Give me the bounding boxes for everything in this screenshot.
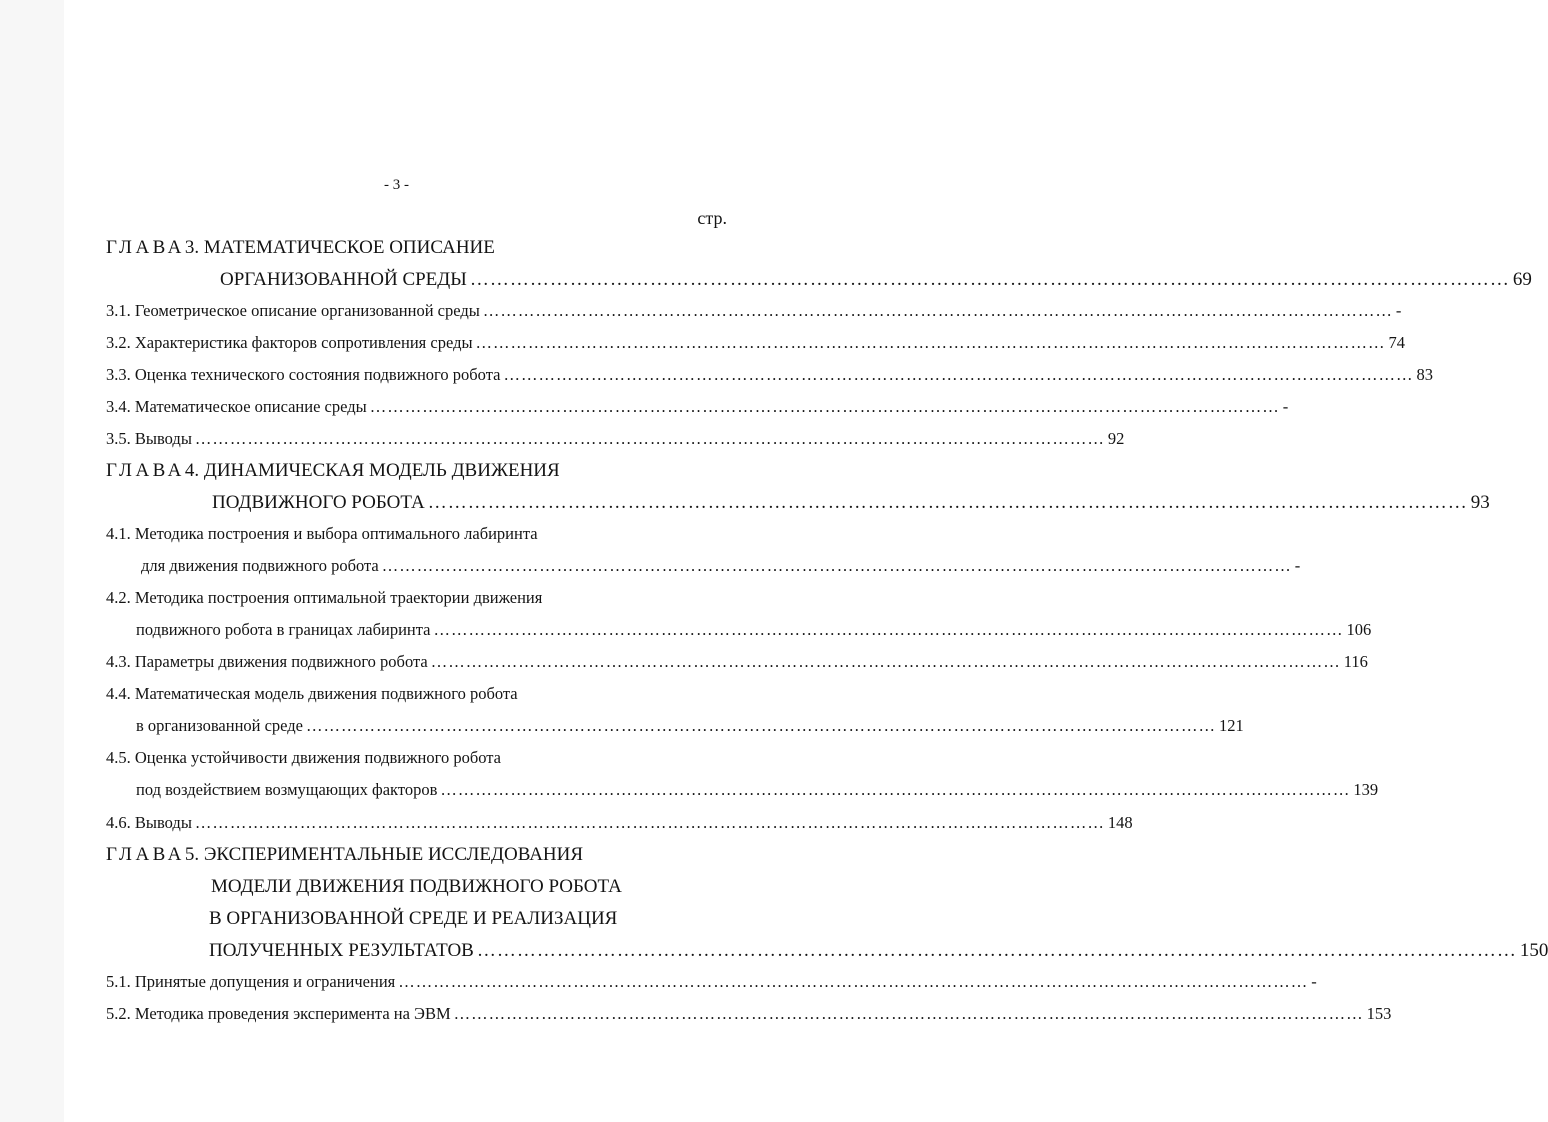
page-ref: 139 (1353, 780, 1379, 799)
dot-leader: ………………………………………………………………………………………………………………………………………… (440, 780, 1351, 799)
toc-entry-4-2-line-1 (106, 590, 542, 607)
dot-leader: ………………………………………………………………………………………………………………………………………… (469, 269, 1510, 290)
page-ref: 83 (1416, 365, 1433, 384)
page-ref: - (1282, 397, 1289, 416)
dot-leader: ………………………………………………………………………………………………………………………………………… (433, 620, 1344, 639)
entry-title: 4.3. Параметры движения подвижного робота (106, 652, 428, 671)
chapter-prefix: ГЛАВА (106, 460, 185, 481)
toc-entry-4-1-line-1 (106, 526, 538, 543)
entry-title: 3.2. Характеристика факторов сопротивления среды (106, 333, 473, 352)
toc-entry-4-6 (106, 813, 1133, 832)
chapter-title: ОРГАНИЗОВАННОЙ СРЕДЫ (220, 269, 467, 290)
dot-leader: ………………………………………………………………………………………………………………………………………… (476, 940, 1517, 961)
page-ref: 106 (1346, 620, 1372, 639)
dot-leader: ………………………………………………………………………………………………………………………………………… (381, 556, 1292, 575)
toc-entry-4-4-line-1 (106, 686, 518, 703)
page-ref: 150 (1519, 940, 1548, 961)
dot-leader: ………………………………………………………………………………………………………………………………………… (427, 492, 1468, 513)
chapter-5-title-line-4 (209, 940, 1548, 961)
dot-leader: ………………………………………………………………………………………………………………………………………… (503, 365, 1414, 384)
page-ref: 153 (1366, 1004, 1392, 1023)
chapter-4-heading (106, 461, 560, 480)
chapter-title: 3. МАТЕМАТИЧЕСКОЕ ОПИСАНИЕ (184, 237, 495, 258)
toc-entry-4-5-line-1 (106, 750, 501, 767)
toc-entry-3-1 (106, 301, 1402, 320)
entry-title: 4.2. Методика построения оптимальной траектории движения (106, 588, 543, 607)
dot-leader: ………………………………………………………………………………………………………………………………………… (369, 397, 1280, 416)
dot-leader: ………………………………………………………………………………………………………………………………………… (482, 301, 1393, 320)
toc-entry-3-5 (106, 429, 1125, 448)
entry-title: в организованной среде (136, 716, 303, 735)
chapter-3-title-line (220, 269, 1532, 290)
page-column-label: стр. (697, 208, 727, 228)
entry-title: 3.5. Выводы (106, 429, 192, 448)
toc-entry-5-2 (106, 1004, 1392, 1023)
entry-title: 3.1. Геометрическое описание организованной среды (106, 301, 480, 320)
chapter-5-title-line-2 (211, 877, 622, 896)
toc-entry-5-1 (106, 972, 1317, 991)
chapter-5-title-line-3 (209, 909, 617, 928)
toc-entry-3-2 (106, 333, 1406, 352)
chapter-prefix: ГЛАВА (106, 237, 185, 258)
chapter-title: В ОРГАНИЗОВАННОЙ СРЕДЕ И РЕАЛИЗАЦИЯ (209, 908, 618, 929)
chapter-3-heading (106, 238, 495, 257)
dot-leader: ………………………………………………………………………………………………………………………………………… (475, 333, 1386, 352)
dot-leader: ………………………………………………………………………………………………………………………………………… (194, 813, 1105, 832)
toc-entry-4-3 (106, 652, 1368, 671)
toc-entry-3-4 (106, 397, 1289, 416)
entry-title: 5.2. Методика проведения эксперимента на ЭВМ (106, 1004, 451, 1023)
entry-title: 4.6. Выводы (106, 813, 192, 832)
entry-title: 5.1. Принятые допущения и ограничения (106, 972, 396, 991)
dot-leader: ………………………………………………………………………………………………………………………………………… (430, 652, 1341, 671)
chapter-title: 5. ЭКСПЕРИМЕНТАЛЬНЫЕ ИССЛЕДОВАНИЯ (184, 844, 584, 865)
entry-title: 3.4. Математическое описание среды (106, 397, 367, 416)
page-number: - 3 - (384, 177, 409, 193)
toc-entry-4-1-line-2 (141, 556, 1301, 575)
page-ref: 69 (1512, 269, 1532, 290)
page-ref: 93 (1470, 492, 1490, 513)
entry-title: 3.3. Оценка технического состояния подвижного робота (106, 365, 501, 384)
toc-entry-3-3 (106, 365, 1433, 384)
toc-entry-4-4-line-2 (136, 716, 1244, 735)
dot-leader: ………………………………………………………………………………………………………………………………………… (306, 716, 1216, 735)
page-ref: - (1395, 301, 1402, 320)
dot-leader: ………………………………………………………………………………………………………………………………………… (398, 972, 1309, 991)
page-ref: 148 (1107, 813, 1133, 832)
chapter-title: МОДЕЛИ ДВИЖЕНИЯ ПОДВИЖНОГО РОБОТА (211, 876, 622, 897)
entry-title: для движения подвижного робота (141, 556, 379, 575)
page-ref: 92 (1107, 429, 1125, 448)
dot-leader: ………………………………………………………………………………………………………………………………………… (453, 1004, 1364, 1023)
entry-title: под воздействием возмущающих факторов (136, 780, 438, 799)
page-ref: 121 (1219, 716, 1244, 735)
chapter-title: 4. ДИНАМИЧЕСКАЯ МОДЕЛЬ ДВИЖЕНИЯ (184, 460, 560, 481)
toc-entry-4-2-line-2 (136, 620, 1372, 639)
chapter-title: ПОДВИЖНОГО РОБОТА (212, 492, 425, 513)
chapter-4-title-line (212, 492, 1490, 513)
entry-title: 4.4. Математическая модель движения подвижного робота (106, 684, 518, 703)
entry-title: 4.5. Оценка устойчивости движения подвижного робота (106, 748, 501, 767)
page-ref: - (1294, 556, 1301, 575)
chapter-5-heading (106, 845, 583, 864)
page-ref: - (1311, 972, 1317, 991)
chapter-title: ПОЛУЧЕННЫХ РЕЗУЛЬТАТОВ (209, 940, 474, 961)
entry-title: 4.1. Методика построения и выбора оптимального лабиринта (106, 524, 538, 543)
toc-entry-4-5-line-2 (136, 780, 1379, 799)
page-ref: 74 (1388, 333, 1406, 352)
chapter-prefix: ГЛАВА (106, 844, 185, 865)
dot-leader: ………………………………………………………………………………………………………………………………………… (194, 429, 1105, 448)
entry-title: подвижного робота в границах лабиринта (136, 620, 431, 639)
page-ref: 116 (1343, 652, 1368, 671)
